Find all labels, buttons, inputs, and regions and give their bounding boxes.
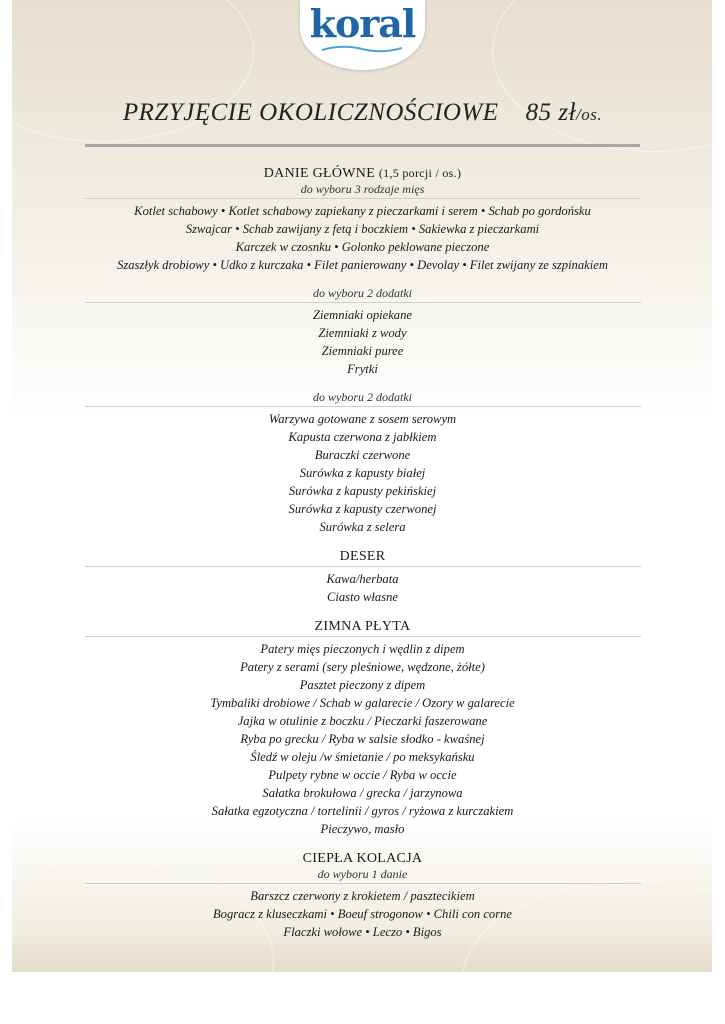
list-item: Flaczki wołowe • Leczo • Bigos	[283, 925, 442, 939]
list-item: Patery z serami (sery pleśniowe, wędzone, żółte)	[240, 660, 485, 674]
list-item: Ryba po grecku / Ryba w salsie słodko - kwaśnej	[240, 732, 485, 746]
divider	[85, 198, 641, 199]
list-item: Szwajcar • Schab zawijany z fetą i boczkiem • Sakiewka z pieczarkami	[185, 222, 540, 236]
sides2-items	[0, 410, 725, 536]
list-item: Kotlet schabowy • Kotlet schabowy zapiekany z pieczarkami i serem • Schab po gordońsku	[134, 204, 591, 218]
title-price: 85 zł	[525, 99, 577, 126]
list-item: Surówka z kapusty białej	[299, 466, 426, 480]
list-item: Pulpety rybne w occie / Ryba w occie	[268, 768, 457, 782]
divider	[85, 406, 641, 407]
list-item: Frytki	[347, 362, 378, 376]
dessert-items	[0, 570, 725, 606]
list-item: Warzywa gotowane z sosem serowym	[268, 412, 457, 426]
section-note-sides1: do wyboru 2 dodatki	[313, 286, 412, 300]
list-item: Bogracz z kluseczkami • Boeuf strogonow • Chili con corne	[212, 907, 513, 921]
list-item: Surówka z kapusty czerwonej	[288, 502, 437, 516]
list-item: Ziemniaki puree	[321, 344, 404, 358]
list-item: Ziemniaki z wody	[318, 326, 407, 340]
dinner-items	[0, 887, 725, 941]
list-item: Barszcz czerwony z krokietem / pasztecikiem	[250, 889, 475, 903]
list-item: Pasztet pieczony z dipem	[299, 678, 426, 692]
menu-content	[0, 165, 725, 941]
decorative-swirl	[492, 0, 712, 152]
list-item: Pieczywo, masło	[320, 822, 405, 836]
list-item: Sałatka egzotyczna / tortelinii / gyros / ryżowa z kurczakiem	[211, 804, 514, 818]
divider	[85, 636, 641, 637]
section-heading-dessert: DESER	[339, 549, 386, 564]
section-note-main: do wyboru 3 rodzaje mięs	[300, 182, 425, 196]
wave-icon	[322, 44, 402, 54]
sides1-items	[0, 306, 725, 378]
list-item: Patery mięs pieczonych i wędlin z dipem	[260, 642, 465, 656]
divider	[85, 566, 641, 567]
main-items	[0, 202, 725, 274]
list-item: Ciasto własne	[326, 590, 399, 604]
title-main: PRZYJĘCIE OKOLICZNOŚCIOWE	[122, 99, 499, 126]
section-heading-cold: ZIMNA PŁYTA	[314, 619, 411, 634]
section-note-sides2: do wyboru 2 dodatki	[313, 390, 412, 404]
list-item: Ziemniaki opiekane	[313, 308, 412, 322]
divider	[85, 302, 641, 303]
section-heading-dinner: CIEPŁA KOLACJA	[302, 851, 423, 866]
list-item: Buraczki czerwone	[314, 448, 411, 462]
list-item: Szaszłyk drobiowy • Udko z kurczaka • Filet panierowany • Devolay • Filet zwijany ze szpinakiem	[117, 258, 608, 272]
section-heading-main: DANIE GŁÓWNE (1,5 porcji / os.)	[263, 166, 462, 181]
logo-text: koral	[309, 1, 416, 46]
list-item: Kapusta czerwona z jabłkiem	[288, 430, 437, 444]
list-item: Surówka z kapusty pekińskiej	[288, 484, 437, 498]
divider	[85, 883, 641, 884]
section-note-dinner: do wyboru 1 danie	[317, 867, 408, 881]
cold-items	[0, 640, 725, 838]
page-title	[0, 99, 725, 127]
list-item: Tymbaliki drobiowe / Schab w galarecie / Ozory w galarecie	[210, 696, 515, 710]
list-item: Śledź w oleju /w śmietanie / po meksykańsku	[250, 750, 475, 764]
list-item: Surówka z selera	[319, 520, 406, 534]
list-item: Jajka w otulinie z boczku / Pieczarki faszerowane	[237, 714, 488, 728]
list-item: Kawa/herbata	[326, 572, 399, 586]
title-unit: /os.	[576, 105, 603, 124]
list-item: Karczek w czosnku • Golonko peklowane pieczone	[235, 240, 490, 254]
list-item: Sałatka brokułowa / grecka / jarzynowa	[262, 786, 463, 800]
title-divider	[85, 144, 640, 147]
